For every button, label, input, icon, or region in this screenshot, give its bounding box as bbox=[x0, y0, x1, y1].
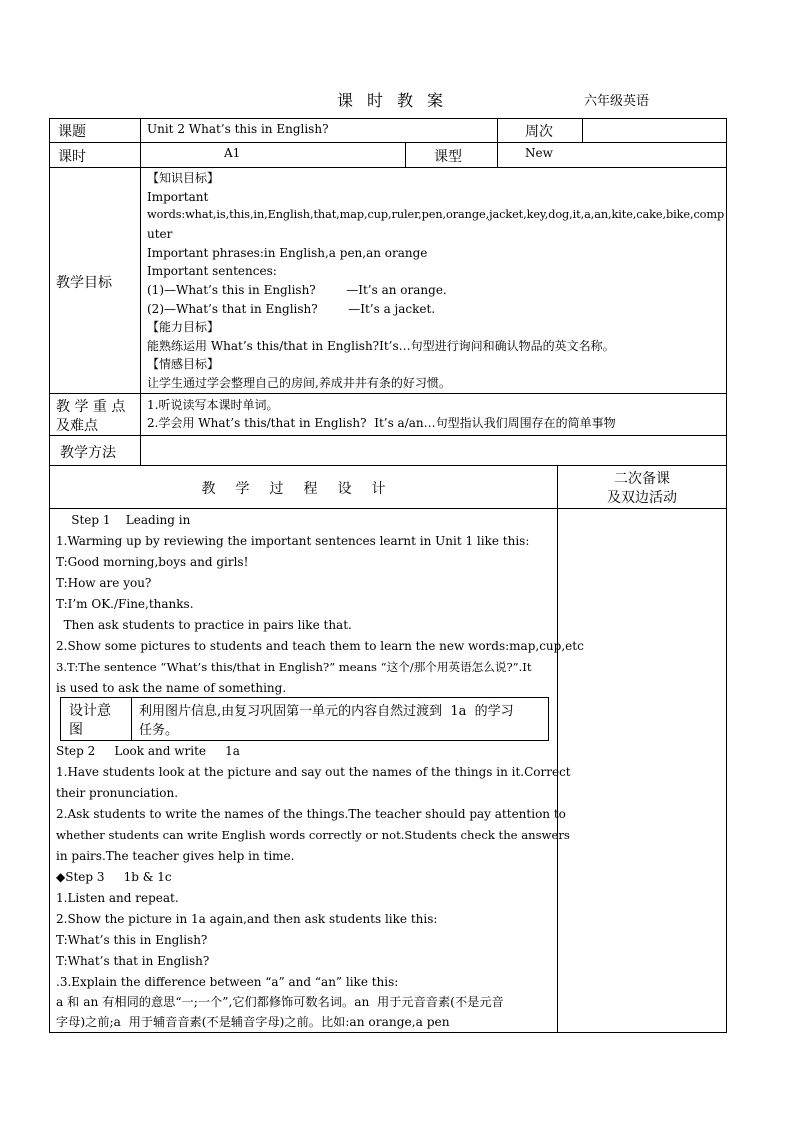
period-label: 课时 bbox=[58, 149, 86, 165]
process-line: Step 1 Leading in bbox=[56, 513, 191, 527]
key-points-label-2: 及难点 bbox=[56, 418, 98, 434]
process-line: T:How are you? bbox=[56, 576, 152, 590]
process-line: T:What’s that in English? bbox=[56, 954, 210, 968]
topic-label: 课题 bbox=[58, 124, 86, 140]
objective-line: (1)—What’s this in English? —It’s an orange. bbox=[147, 283, 447, 297]
process-line: 3.T:The sentence “What’s this/that in English?” means “这个/那个用英语怎么说?”.It bbox=[56, 660, 532, 674]
process-line: 1.Listen and repeat. bbox=[56, 891, 179, 905]
process-line: 1.Warming up by reviewing the important sentences learnt in Unit 1 like this: bbox=[56, 534, 530, 548]
objective-line: Important sentences: bbox=[147, 264, 277, 278]
key-point-line: 1.听说读写本课时单词。 bbox=[147, 398, 279, 412]
objective-line: (2)—What’s that in English? —It’s a jacket. bbox=[147, 302, 436, 316]
process-line: in pairs.The teacher gives help in time. bbox=[56, 849, 295, 863]
process-line: ◆Step 3 1b & 1c bbox=[56, 870, 172, 884]
design-intent-text-2: 任务。 bbox=[139, 723, 179, 738]
process-line: 2.Show some pictures to students and teach them to learn the new words:map,cup,etc bbox=[56, 639, 584, 653]
objective-line: words:what,is,this,in,English,that,map,cup,ruler,pen,orange,jacket,key,dog,it,a,an,kite,cake,bike,comp bbox=[147, 208, 725, 221]
process-line: 2.Ask students to write the names of the things.The teacher should pay attention to bbox=[56, 807, 566, 821]
process-line: a 和 an 有相同的意思“一;一个”,它们都修饰可数名词。an 用于元音音素(不是元音 bbox=[56, 995, 504, 1009]
process-line: T:What’s this in English? bbox=[56, 933, 208, 947]
process-line: 1.Have students look at the picture and say out the names of the things in it.Correct bbox=[56, 765, 571, 779]
key-points-label: 教 学 重 点 bbox=[56, 399, 126, 415]
objective-line: 让学生通过学会整理自己的房间,养成井井有条的好习惯。 bbox=[147, 376, 451, 390]
objective-line: Important phrases:in English,a pen,an orange bbox=[147, 246, 428, 260]
process-heading: 教学过程设计 bbox=[201, 481, 406, 497]
design-intent-text: 利用图片信息,由复习巩固第一单元的内容自然过渡到 1a 的学习 bbox=[139, 704, 514, 719]
process-line: whether students can write English words correctly or not.Students check the answers bbox=[56, 828, 570, 842]
design-intent-label: 设计意 bbox=[69, 703, 111, 719]
process-line: T:I’m OK./Fine,thanks. bbox=[56, 597, 194, 611]
process-line: T:Good morning,boys and girls! bbox=[56, 555, 249, 569]
process-side-title: 二次备课 bbox=[614, 471, 670, 487]
method-label: 教学方法 bbox=[60, 445, 116, 461]
objective-line: 能熟练运用 What’s this/that in English?It’s…句型进行询问和确认物品的英文名称。 bbox=[147, 339, 615, 353]
objective-line: 【知识目标】 bbox=[147, 171, 220, 185]
process-line: 2.Show the picture in 1a again,and then ask students like this: bbox=[56, 912, 438, 926]
period-value: A1 bbox=[224, 146, 241, 160]
type-label: 课型 bbox=[434, 149, 462, 165]
design-intent-box bbox=[60, 697, 549, 741]
objective-line: uter bbox=[147, 227, 173, 241]
process-line: Then ask students to practice in pairs like that. bbox=[56, 618, 352, 632]
type-value: New bbox=[525, 146, 553, 160]
objective-line: 【情感目标】 bbox=[147, 357, 220, 371]
process-line: Step 2 Look and write 1a bbox=[56, 744, 240, 758]
week-label: 周次 bbox=[525, 124, 553, 140]
process-line: .3.Explain the difference between “a” and “an” like this: bbox=[56, 975, 399, 989]
objective-line: Important bbox=[147, 190, 209, 204]
key-point-line: 2.学会用 What’s this/that in English? It’s a/an…句型指认我们周围存在的简单事物 bbox=[147, 416, 616, 430]
process-side-subtitle: 及双边活动 bbox=[607, 490, 677, 506]
design-intent-label-2: 图 bbox=[69, 722, 83, 738]
process-line: is used to ask the name of something. bbox=[56, 681, 287, 695]
grade-label: 六年级英语 bbox=[584, 94, 650, 109]
page-title: 课时教案 bbox=[336, 91, 457, 110]
objective-line: 【能力目标】 bbox=[147, 320, 220, 334]
objectives-label: 教学目标 bbox=[56, 275, 112, 291]
process-line: 字母)之前;a 用于辅音音素(不是辅音字母)之前。比如:an orange,a pen bbox=[56, 1015, 450, 1029]
process-line: their pronunciation. bbox=[56, 786, 179, 800]
topic-value: Unit 2 What’s this in English? bbox=[147, 122, 329, 136]
